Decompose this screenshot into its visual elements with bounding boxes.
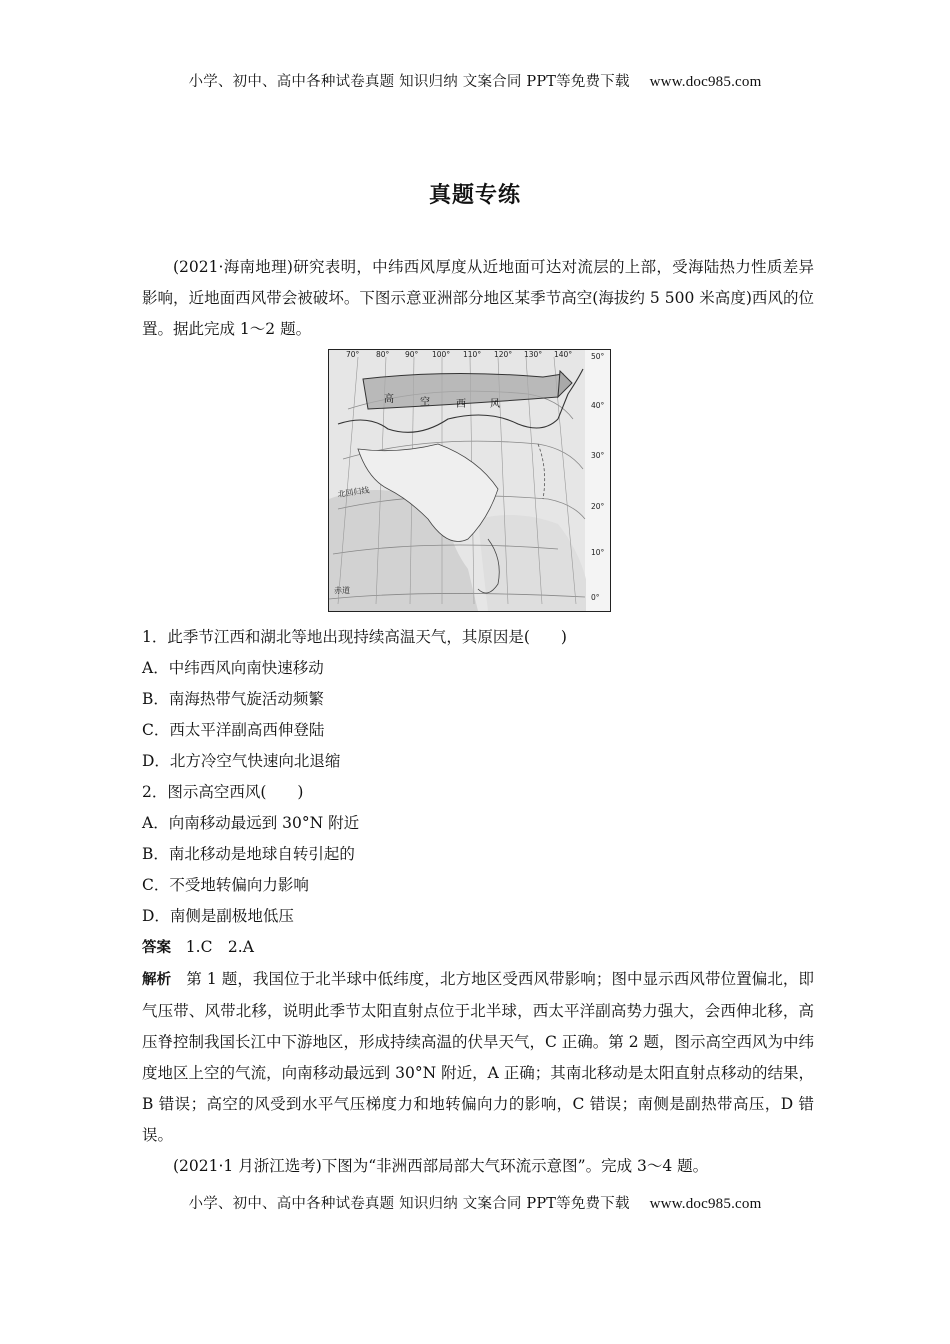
header-text: 小学、初中、高中各种试卷真题 知识归纳 文案合同 PPT等免费下载 [188, 74, 630, 90]
question-1-option-a: A．中纬西风向南快速移动 [142, 659, 324, 677]
band-char-1: 高 [384, 394, 394, 405]
question-2-option-a: A．向南移动最远到 30°N 附近 [142, 814, 360, 832]
lon-label-130: 130° [524, 350, 543, 359]
lon-label-90: 90° [405, 350, 419, 359]
page-title: 真题专练 [428, 183, 521, 208]
answer-line [142, 932, 814, 964]
lon-label-120: 120° [494, 350, 513, 359]
lon-label-80: 80° [376, 350, 390, 359]
page-header [0, 70, 950, 91]
question-1-option-b: B．南海热带气旋活动频繁 [142, 690, 324, 708]
footer-url[interactable]: www.doc985.com [649, 1196, 762, 1212]
question-2-stem: 2．图示高空西风( ) [142, 783, 304, 801]
lat-label-20: 20° [591, 502, 605, 511]
asia-westerlies-map [328, 349, 611, 612]
intro-paragraph-1 [142, 252, 814, 345]
lat-label-40: 40° [591, 401, 605, 410]
analysis-text: 第 1 题，我国位于北半球中低纬度，北方地区受西风带影响；图中显示西风带位置偏北，即气压带、风带北移，说明此季节太阳直射点位于北半球，西太平洋副高势力强大，会西伸北移，高压脊控制我国长江中下游地区，形成持续高温的伏旱天气，C 正确。第 2 题，图示高空西风为中纬度地区上空的气流，向南移动最远到 30°N 附近，A 正确；其南北移动是太阳直射点移动的结果，B 错误；高空的风受到水平气压梯度力和地转偏向力的影响，C 错误；南侧是副热带高压，D 错误。 [142, 970, 815, 1144]
question-1-option-c: C．西太平洋副高西伸登陆 [142, 721, 325, 739]
question-1-stem: 1．此季节江西和湖北等地出现持续高温天气，其原因是( ) [142, 628, 567, 646]
lon-label-100: 100° [432, 350, 451, 359]
question-2-option-d: D．南侧是副极地低压 [142, 907, 294, 925]
footer-text: 小学、初中、高中各种试卷真题 知识归纳 文案合同 PPT等免费下载 [188, 1196, 630, 1212]
tropic-label: 北回归线 [337, 485, 370, 499]
equator-label: 赤道 [334, 586, 350, 595]
lat-label-30: 30° [591, 451, 605, 460]
analysis-paragraph [142, 964, 814, 1151]
answer-text: 1.C 2.A [185, 938, 254, 956]
intro-text-2: (2021·1 月浙江选考)下图为“非洲西部局部大气环流示意图”。完成 3～4 题。 [173, 1157, 709, 1175]
lon-label-140: 140° [554, 350, 573, 359]
lat-label-10: 10° [591, 548, 605, 557]
intro-text-1: (2021·海南地理)研究表明，中纬西风厚度从近地面可达对流层的上部，受海陆热力性质差异影响，近地面西风带会被破坏。下图示意亚洲部分地区某季节高空(海拔约 5 500 米高度)西风的位置。据此完成 1～2 题。 [142, 258, 814, 338]
page-footer [0, 1192, 950, 1213]
question-1-option-d: D．北方冷空气快速向北退缩 [142, 752, 341, 770]
band-char-3: 西 [456, 399, 466, 410]
lat-label-50: 50° [591, 352, 605, 361]
lon-label-70: 70° [346, 350, 360, 359]
lon-label-110: 110° [463, 350, 482, 359]
question-2-option-c: C．不受地转偏向力影响 [142, 876, 309, 894]
analysis-label: 解析 [142, 972, 172, 988]
question-block [142, 622, 814, 1182]
band-char-2: 空 [420, 397, 430, 408]
header-url[interactable]: www.doc985.com [649, 74, 762, 90]
map-figure [328, 349, 611, 612]
question-2-option-b: B．南北移动是地球自转引起的 [142, 845, 355, 863]
answer-label: 答案 [142, 940, 171, 956]
lat-label-0: 0° [591, 593, 600, 602]
band-char-4: 风 [490, 399, 500, 410]
